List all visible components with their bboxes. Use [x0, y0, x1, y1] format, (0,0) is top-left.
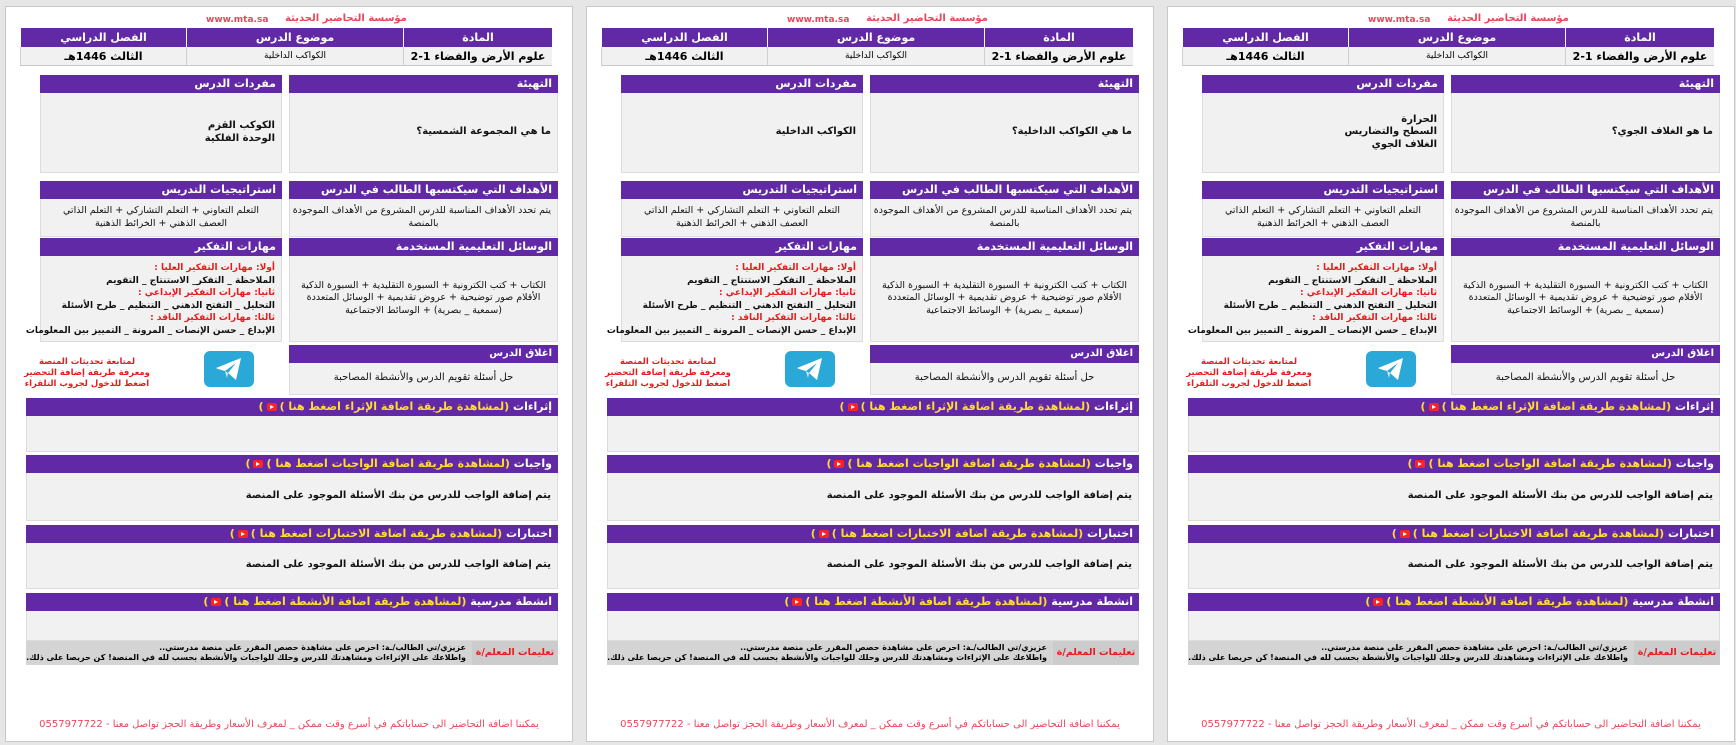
warmup-body: [289, 93, 558, 173]
warmup-header: التهيئة: [870, 75, 1139, 93]
topic-header: موضوع الدرس: [767, 28, 984, 47]
enrichment-title: إثراءات: [513, 400, 552, 413]
subject-header: المادة: [1565, 28, 1714, 47]
thinking-body: [25, 256, 282, 342]
closing-header: اغلاق الدرس: [1451, 345, 1720, 363]
telegram-promo[interactable]: [1184, 357, 1314, 390]
strategies-body: [1202, 199, 1444, 237]
thinking-header: مهارات التفكير: [40, 238, 282, 256]
activities-body: [607, 611, 1139, 641]
teacher-notes-label: تعليمات المعلم/ة: [475, 647, 555, 658]
warmup-question: ما هي المجموعة الشمسية؟: [416, 126, 551, 138]
tests-header: اختبارات (لمشاهدة طريقة اضافة الاختبارات اضغط هنا )): [607, 525, 1139, 543]
vocab-body: [40, 93, 282, 173]
enrichment-link[interactable]: (لمشاهدة طريقة اضافة الإثراء اضغط هنا ): [860, 400, 1091, 413]
teacher-notes-line: واطلاعك على الإثراءات ومشاهدتك للدرس وحلك للواجبات والأنشطة بحسب لله في المنصة! كن حريصا على ذلك.: [26, 653, 466, 662]
strategies-line: العصف الذهني + الخرائط الذهنية: [675, 217, 809, 229]
tests-header: اختبارات (لمشاهدة طريقة اضافة الاختبارات اضغط هنا )): [26, 525, 558, 543]
strategies-header: استراتيجيات التدريس: [40, 181, 282, 199]
aids-line: (سمعية _ بصرية) + الوسائط الاجتماعية: [345, 304, 502, 316]
tests-text: يتم إضافة الواجب للدرس من بنك الأسئلة الموجود على المنصة: [826, 559, 1132, 571]
youtube-play-icon[interactable]: [792, 598, 802, 606]
tests-body: [607, 543, 1139, 589]
aids-line: (سمعية _ بصرية) + الوسائط الاجتماعية: [926, 304, 1083, 316]
promo-line: لمتابعة تحديثات المنصة: [38, 357, 136, 367]
aids-line: الكتاب + كتب الكترونية + السبورة التقليدية + السبورة الذكية: [1463, 279, 1708, 291]
telegram-promo[interactable]: [603, 357, 733, 390]
objectives-header: الأهداف التي سيكتسبها الطالب في الدرس: [870, 181, 1139, 199]
homework-header: واجبات (لمشاهدة طريقة اضافة الواجبات اضغط هنا )): [607, 455, 1139, 473]
youtube-play-icon[interactable]: [848, 403, 858, 411]
vocab-header: مفردات الدرس: [1202, 75, 1444, 93]
homework-title: واجبات: [513, 457, 552, 470]
objectives-line: يتم تحدد الأهداف المناسبة للدرس المشروع من الأهداف الموجودة: [1454, 205, 1713, 216]
teacher-notes-line: عزيزي/تي الطالب/ـة: احرص على مشاهدة حصص المقرر على منصة مدرستي..: [159, 643, 466, 652]
term-header: الفصل الدراسي: [1182, 28, 1348, 47]
telegram-icon[interactable]: [204, 351, 254, 387]
vocab-item: الغلاف الجوي: [1371, 138, 1437, 150]
subject-value: علوم الأرض والفضاء 1-2: [1565, 47, 1714, 66]
topic-value: الكواكب الداخلية: [186, 47, 403, 66]
thinking-heading: ثالثا: مهارات التفكير الناقد :: [150, 313, 275, 323]
activities-header: انشطة مدرسية (لمشاهدة طريقة اضافة الأنشطة اضغط هنا )): [26, 593, 558, 611]
vocab-item: الحرارة: [1401, 113, 1437, 125]
objectives-body: [870, 199, 1139, 237]
objectives-body: [1451, 199, 1720, 237]
info-table: [1182, 28, 1714, 66]
aids-line: الكتاب + كتب الكترونية + السبورة التقليدية + السبورة الذكية: [882, 279, 1127, 291]
teacher-notes-line: عزيزي/تي الطالب/ـة: احرص على مشاهدة حصص المقرر على منصة مدرستي..: [740, 643, 1047, 652]
enrichment-header: إثراءات (لمشاهدة طريقة اضافة الإثراء اضغط هنا )): [607, 398, 1139, 416]
thinking-heading: ثانيا: مهارات التفكير الإبداعي :: [1300, 288, 1437, 298]
teacher-notes-text: [26, 641, 472, 665]
teacher-notes-label: تعليمات المعلم/ة: [1637, 647, 1717, 658]
strategies-body: [40, 199, 282, 237]
enrichment-body: [607, 416, 1139, 452]
promo-line: لمتابعة تحديثات المنصة: [1200, 357, 1298, 367]
teacher-notes-row: [1188, 641, 1720, 665]
thinking-line: الإبداع _ حسن الإنصات _ المرونة _ التمييز بين المعلومات: [1187, 325, 1437, 336]
tests-link[interactable]: (لمشاهدة طريقة اضافة الاختبارات اضغط هنا ): [250, 527, 503, 540]
topic-value: الكواكب الداخلية: [1348, 47, 1565, 66]
warmup-body: [870, 93, 1139, 173]
strategies-line: التعلم التعاوني + التعلم التشاركي + التعلم الذاتي: [644, 205, 840, 216]
objectives-line: يتم تحدد الأهداف المناسبة للدرس المشروع من الأهداف الموجودة: [292, 205, 551, 216]
homework-header: واجبات (لمشاهدة طريقة اضافة الواجبات اضغط هنا )): [26, 455, 558, 473]
vocab-item: الوحدة الفلكية: [204, 132, 275, 144]
footer-contact: يمكننا اضافة التحاضير الى حساباتكم في أسرع وقت ممكن _ لمعرف الأسعار وطريقة الحجز تواصل معنا - 0557977722: [1201, 719, 1701, 730]
activities-title: انشطة مدرسية: [470, 595, 552, 608]
enrichment-header: إثراءات (لمشاهدة طريقة اضافة الإثراء اضغط هنا )): [26, 398, 558, 416]
tests-link[interactable]: (لمشاهدة طريقة اضافة الاختبارات اضغط هنا ): [1412, 527, 1665, 540]
aids-line: الأقلام صور توضيحية + عروض تقديمية + الوسائل المتعددة: [1468, 292, 1703, 304]
homework-link[interactable]: (لمشاهدة طريقة اضافة الواجبات اضغط هنا ): [847, 457, 1091, 470]
lesson-plan-page: [5, 6, 573, 742]
tests-header: اختبارات (لمشاهدة طريقة اضافة الاختبارات اضغط هنا )): [1188, 525, 1720, 543]
term-value: الثالث 1446هـ: [1182, 47, 1348, 66]
closing-body: [289, 363, 558, 395]
subject-value: علوم الأرض والفضاء 1-2: [403, 47, 552, 66]
promo-line: اضغط للدخول لجروب التلقراء: [1186, 379, 1312, 389]
objectives-line: بالمنصة: [989, 217, 1020, 229]
teacher-notes-text: [1188, 641, 1634, 665]
activities-link[interactable]: (لمشاهدة طريقة اضافة الأنشطة اضغط هنا ): [1386, 595, 1629, 608]
aids-body: [870, 256, 1139, 342]
aids-header: الوسائل التعليمية المستخدمة: [289, 238, 558, 256]
promo-line: لمتابعة تحديثات المنصة: [619, 357, 717, 367]
aids-line: (سمعية _ بصرية) + الوسائط الاجتماعية: [1507, 304, 1664, 316]
teacher-notes-line: واطلاعك على الإثراءات ومشاهدتك للدرس وحلك للواجبات والأنشطة بحسب لله في المنصة! كن حريصا على ذلك.: [1188, 653, 1628, 662]
vocab-item: الكواكب الداخلية: [775, 126, 856, 138]
homework-title: واجبات: [1094, 457, 1133, 470]
strategies-line: العصف الذهني + الخرائط الذهنية: [1256, 217, 1390, 229]
thinking-header: مهارات التفكير: [1202, 238, 1444, 256]
activities-link[interactable]: (لمشاهدة طريقة اضافة الأنشطة اضغط هنا ): [224, 595, 467, 608]
aids-header: الوسائل التعليمية المستخدمة: [1451, 238, 1720, 256]
warmup-question: ما هو الغلاف الجوي؟: [1611, 126, 1713, 138]
footer-contact: يمكننا اضافة التحاضير الى حساباتكم في أسرع وقت ممكن _ لمعرف الأسعار وطريقة الحجز تواصل معنا - 0557977722: [39, 719, 539, 730]
enrichment-title: إثراءات: [1675, 400, 1714, 413]
tests-link[interactable]: (لمشاهدة طريقة اضافة الاختبارات اضغط هنا ): [831, 527, 1084, 540]
aids-line: الأقلام صور توضيحية + عروض تقديمية + الوسائل المتعددة: [887, 292, 1122, 304]
tests-body: [26, 543, 558, 589]
aids-body: [289, 256, 558, 342]
objectives-header: الأهداف التي سيكتسبها الطالب في الدرس: [289, 181, 558, 199]
lesson-plan-page: [1167, 6, 1735, 742]
thinking-line: الإبداع _ حسن الإنصات _ المرونة _ التمييز بين المعلومات: [25, 325, 275, 336]
teacher-notes-line: عزيزي/تي الطالب/ـة: احرص على مشاهدة حصص المقرر على منصة مدرستي..: [1321, 643, 1628, 652]
aids-line: الأقلام صور توضيحية + عروض تقديمية + الوسائل المتعددة: [306, 292, 541, 304]
topic-value: الكواكب الداخلية: [767, 47, 984, 66]
info-table: [20, 28, 552, 66]
homework-text: يتم إضافة الواجب للدرس من بنك الأسئلة الموجود على المنصة: [1407, 490, 1713, 502]
homework-title: واجبات: [1675, 457, 1714, 470]
thinking-body: [606, 256, 863, 342]
teacher-notes-row: [26, 641, 558, 665]
term-value: الثالث 1446هـ: [20, 47, 186, 66]
term-value: الثالث 1446هـ: [601, 47, 767, 66]
vocab-body: [621, 93, 863, 173]
enrichment-link[interactable]: (لمشاهدة طريقة اضافة الإثراء اضغط هنا ): [1441, 400, 1672, 413]
activities-title: انشطة مدرسية: [1051, 595, 1133, 608]
website-link[interactable]: www.mta.sa: [1368, 15, 1431, 25]
tests-text: يتم إضافة الواجب للدرس من بنك الأسئلة الموجود على المنصة: [1407, 559, 1713, 571]
closing-header: اغلاق الدرس: [289, 345, 558, 363]
youtube-play-icon[interactable]: [819, 530, 829, 538]
thinking-heading: ثانيا: مهارات التفكير الإبداعي :: [138, 288, 275, 298]
telegram-icon[interactable]: [785, 351, 835, 387]
thinking-heading: ثانيا: مهارات التفكير الإبداعي :: [719, 288, 856, 298]
tests-title: اختبارات: [1668, 527, 1714, 540]
vocab-item: الكوكب القزم: [207, 120, 275, 131]
info-table: [601, 28, 1133, 66]
vocab-body: [1202, 93, 1444, 173]
promo-line: ومعرفة طريقة إضافة التحضير: [605, 368, 731, 378]
institution-name: مؤسسة التحاضير الحديثة: [1447, 13, 1569, 24]
youtube-play-icon[interactable]: [1429, 403, 1439, 411]
closing-body: [1451, 363, 1720, 395]
institution-name: مؤسسة التحاضير الحديثة: [866, 13, 988, 24]
teacher-notes-row: [607, 641, 1139, 665]
warmup-question: ما هي الكواكب الداخلية؟: [1011, 126, 1132, 138]
strategies-line: العصف الذهني + الخرائط الذهنية: [94, 217, 228, 229]
strategies-line: التعلم التعاوني + التعلم التشاركي + التعلم الذاتي: [1225, 205, 1421, 216]
teacher-notes-text: [607, 641, 1053, 665]
strategies-header: استراتيجيات التدريس: [1202, 181, 1444, 199]
subject-header: المادة: [984, 28, 1133, 47]
topic-header: موضوع الدرس: [186, 28, 403, 47]
website-link[interactable]: www.mta.sa: [206, 15, 269, 25]
thinking-line: التحليل _ التفتح الذهني _ التنظيم _ طرح الأسئلة: [61, 300, 275, 311]
homework-text: يتم إضافة الواجب للدرس من بنك الأسئلة الموجود على المنصة: [245, 490, 551, 502]
homework-text: يتم إضافة الواجب للدرس من بنك الأسئلة الموجود على المنصة: [826, 490, 1132, 502]
subject-header: المادة: [403, 28, 552, 47]
homework-header: واجبات (لمشاهدة طريقة اضافة الواجبات اضغط هنا )): [1188, 455, 1720, 473]
activities-header: انشطة مدرسية (لمشاهدة طريقة اضافة الأنشطة اضغط هنا )): [1188, 593, 1720, 611]
objectives-header: الأهداف التي سيكتسبها الطالب في الدرس: [1451, 181, 1720, 199]
term-header: الفصل الدراسي: [601, 28, 767, 47]
strategies-line: التعلم التعاوني + التعلم التشاركي + التعلم الذاتي: [63, 205, 259, 216]
enrichment-body: [26, 416, 558, 452]
institution-name: مؤسسة التحاضير الحديثة: [285, 13, 407, 24]
activities-body: [26, 611, 558, 641]
warmup-header: التهيئة: [1451, 75, 1720, 93]
promo-line: ومعرفة طريقة إضافة التحضير: [24, 368, 150, 378]
footer-contact: يمكننا اضافة التحاضير الى حساباتكم في أسرع وقت ممكن _ لمعرف الأسعار وطريقة الحجز تواصل معنا - 0557977722: [620, 719, 1120, 730]
youtube-play-icon[interactable]: [1373, 598, 1383, 606]
teacher-notes-line: واطلاعك على الإثراءات ومشاهدتك للدرس وحلك للواجبات والأنشطة بحسب لله في المنصة! كن حريصا على ذلك.: [607, 653, 1047, 662]
telegram-icon[interactable]: [1366, 351, 1416, 387]
thinking-line: الملاحظة _ التفكر_ الاستنتاج _ التقويم: [687, 275, 856, 286]
telegram-promo[interactable]: [22, 357, 152, 390]
youtube-play-icon[interactable]: [834, 460, 844, 468]
youtube-play-icon[interactable]: [253, 460, 263, 468]
topic-header: موضوع الدرس: [1348, 28, 1565, 47]
warmup-header: التهيئة: [289, 75, 558, 93]
subject-value: علوم الأرض والفضاء 1-2: [984, 47, 1133, 66]
tests-title: اختبارات: [506, 527, 552, 540]
promo-line: ومعرفة طريقة إضافة التحضير: [1186, 368, 1312, 378]
activities-title: انشطة مدرسية: [1632, 595, 1714, 608]
lesson-plan-page: [586, 6, 1154, 742]
strategies-header: استراتيجيات التدريس: [621, 181, 863, 199]
activities-body: [1188, 611, 1720, 641]
enrichment-link[interactable]: (لمشاهدة طريقة اضافة الإثراء اضغط هنا ): [279, 400, 510, 413]
closing-header: اغلاق الدرس: [870, 345, 1139, 363]
thinking-heading: ثالثا: مهارات التفكير الناقد :: [731, 313, 856, 323]
thinking-heading: أولا: مهارات التفكير العليا :: [735, 263, 856, 273]
thinking-line: التحليل _ التفتح الذهني _ التنظيم _ طرح الأسئلة: [642, 300, 856, 311]
thinking-line: الملاحظة _ التفكر_ الاستنتاج _ التقويم: [1268, 275, 1437, 286]
warmup-body: [1451, 93, 1720, 173]
objectives-body: [289, 199, 558, 237]
youtube-play-icon[interactable]: [1415, 460, 1425, 468]
objectives-line: يتم تحدد الأهداف المناسبة للدرس المشروع من الأهداف الموجودة: [873, 205, 1132, 216]
vocab-header: مفردات الدرس: [40, 75, 282, 93]
objectives-line: بالمنصة: [1570, 217, 1601, 229]
vocab-item: السطح والتضاريس: [1344, 126, 1437, 138]
promo-line: اضغط للدخول لجروب التلقراء: [24, 379, 150, 389]
aids-line: الكتاب + كتب الكترونية + السبورة التقليدية + السبورة الذكية: [301, 279, 546, 291]
enrichment-title: إثراءات: [1094, 400, 1133, 413]
homework-link[interactable]: (لمشاهدة طريقة اضافة الواجبات اضغط هنا ): [266, 457, 510, 470]
thinking-header: مهارات التفكير: [621, 238, 863, 256]
homework-link[interactable]: (لمشاهدة طريقة اضافة الواجبات اضغط هنا ): [1428, 457, 1672, 470]
activities-header: انشطة مدرسية (لمشاهدة طريقة اضافة الأنشطة اضغط هنا )): [607, 593, 1139, 611]
term-header: الفصل الدراسي: [20, 28, 186, 47]
closing-text: حل أسئلة تقويم الدرس والأنشطة المصاحبة: [333, 372, 514, 384]
homework-body: [1188, 473, 1720, 521]
objectives-line: بالمنصة: [408, 217, 439, 229]
tests-body: [1188, 543, 1720, 589]
thinking-heading: أولا: مهارات التفكير العليا :: [1316, 263, 1437, 273]
closing-text: حل أسئلة تقويم الدرس والأنشطة المصاحبة: [914, 372, 1095, 384]
website-link[interactable]: www.mta.sa: [787, 15, 850, 25]
strategies-body: [621, 199, 863, 237]
aids-body: [1451, 256, 1720, 342]
activities-link[interactable]: (لمشاهدة طريقة اضافة الأنشطة اضغط هنا ): [805, 595, 1048, 608]
thinking-line: الملاحظة _ التفكر_ الاستنتاج _ التقويم: [106, 275, 275, 286]
promo-line: اضغط للدخول لجروب التلقراء: [605, 379, 731, 389]
vocab-header: مفردات الدرس: [621, 75, 863, 93]
enrichment-body: [1188, 416, 1720, 452]
thinking-body: [1187, 256, 1444, 342]
tests-title: اختبارات: [1087, 527, 1133, 540]
youtube-play-icon[interactable]: [1400, 530, 1410, 538]
closing-body: [870, 363, 1139, 395]
tests-text: يتم إضافة الواجب للدرس من بنك الأسئلة الموجود على المنصة: [245, 559, 551, 571]
thinking-line: التحليل _ التفتح الذهني _ التنظيم _ طرح الأسئلة: [1223, 300, 1437, 311]
aids-header: الوسائل التعليمية المستخدمة: [870, 238, 1139, 256]
closing-text: حل أسئلة تقويم الدرس والأنشطة المصاحبة: [1495, 372, 1676, 384]
homework-body: [607, 473, 1139, 521]
homework-body: [26, 473, 558, 521]
youtube-play-icon[interactable]: [211, 598, 221, 606]
thinking-line: الإبداع _ حسن الإنصات _ المرونة _ التمييز بين المعلومات: [606, 325, 856, 336]
thinking-heading: ثالثا: مهارات التفكير الناقد :: [1312, 313, 1437, 323]
thinking-heading: أولا: مهارات التفكير العليا :: [154, 263, 275, 273]
youtube-play-icon[interactable]: [238, 530, 248, 538]
youtube-play-icon[interactable]: [267, 403, 277, 411]
teacher-notes-label: تعليمات المعلم/ة: [1056, 647, 1136, 658]
enrichment-header: إثراءات (لمشاهدة طريقة اضافة الإثراء اضغط هنا )): [1188, 398, 1720, 416]
